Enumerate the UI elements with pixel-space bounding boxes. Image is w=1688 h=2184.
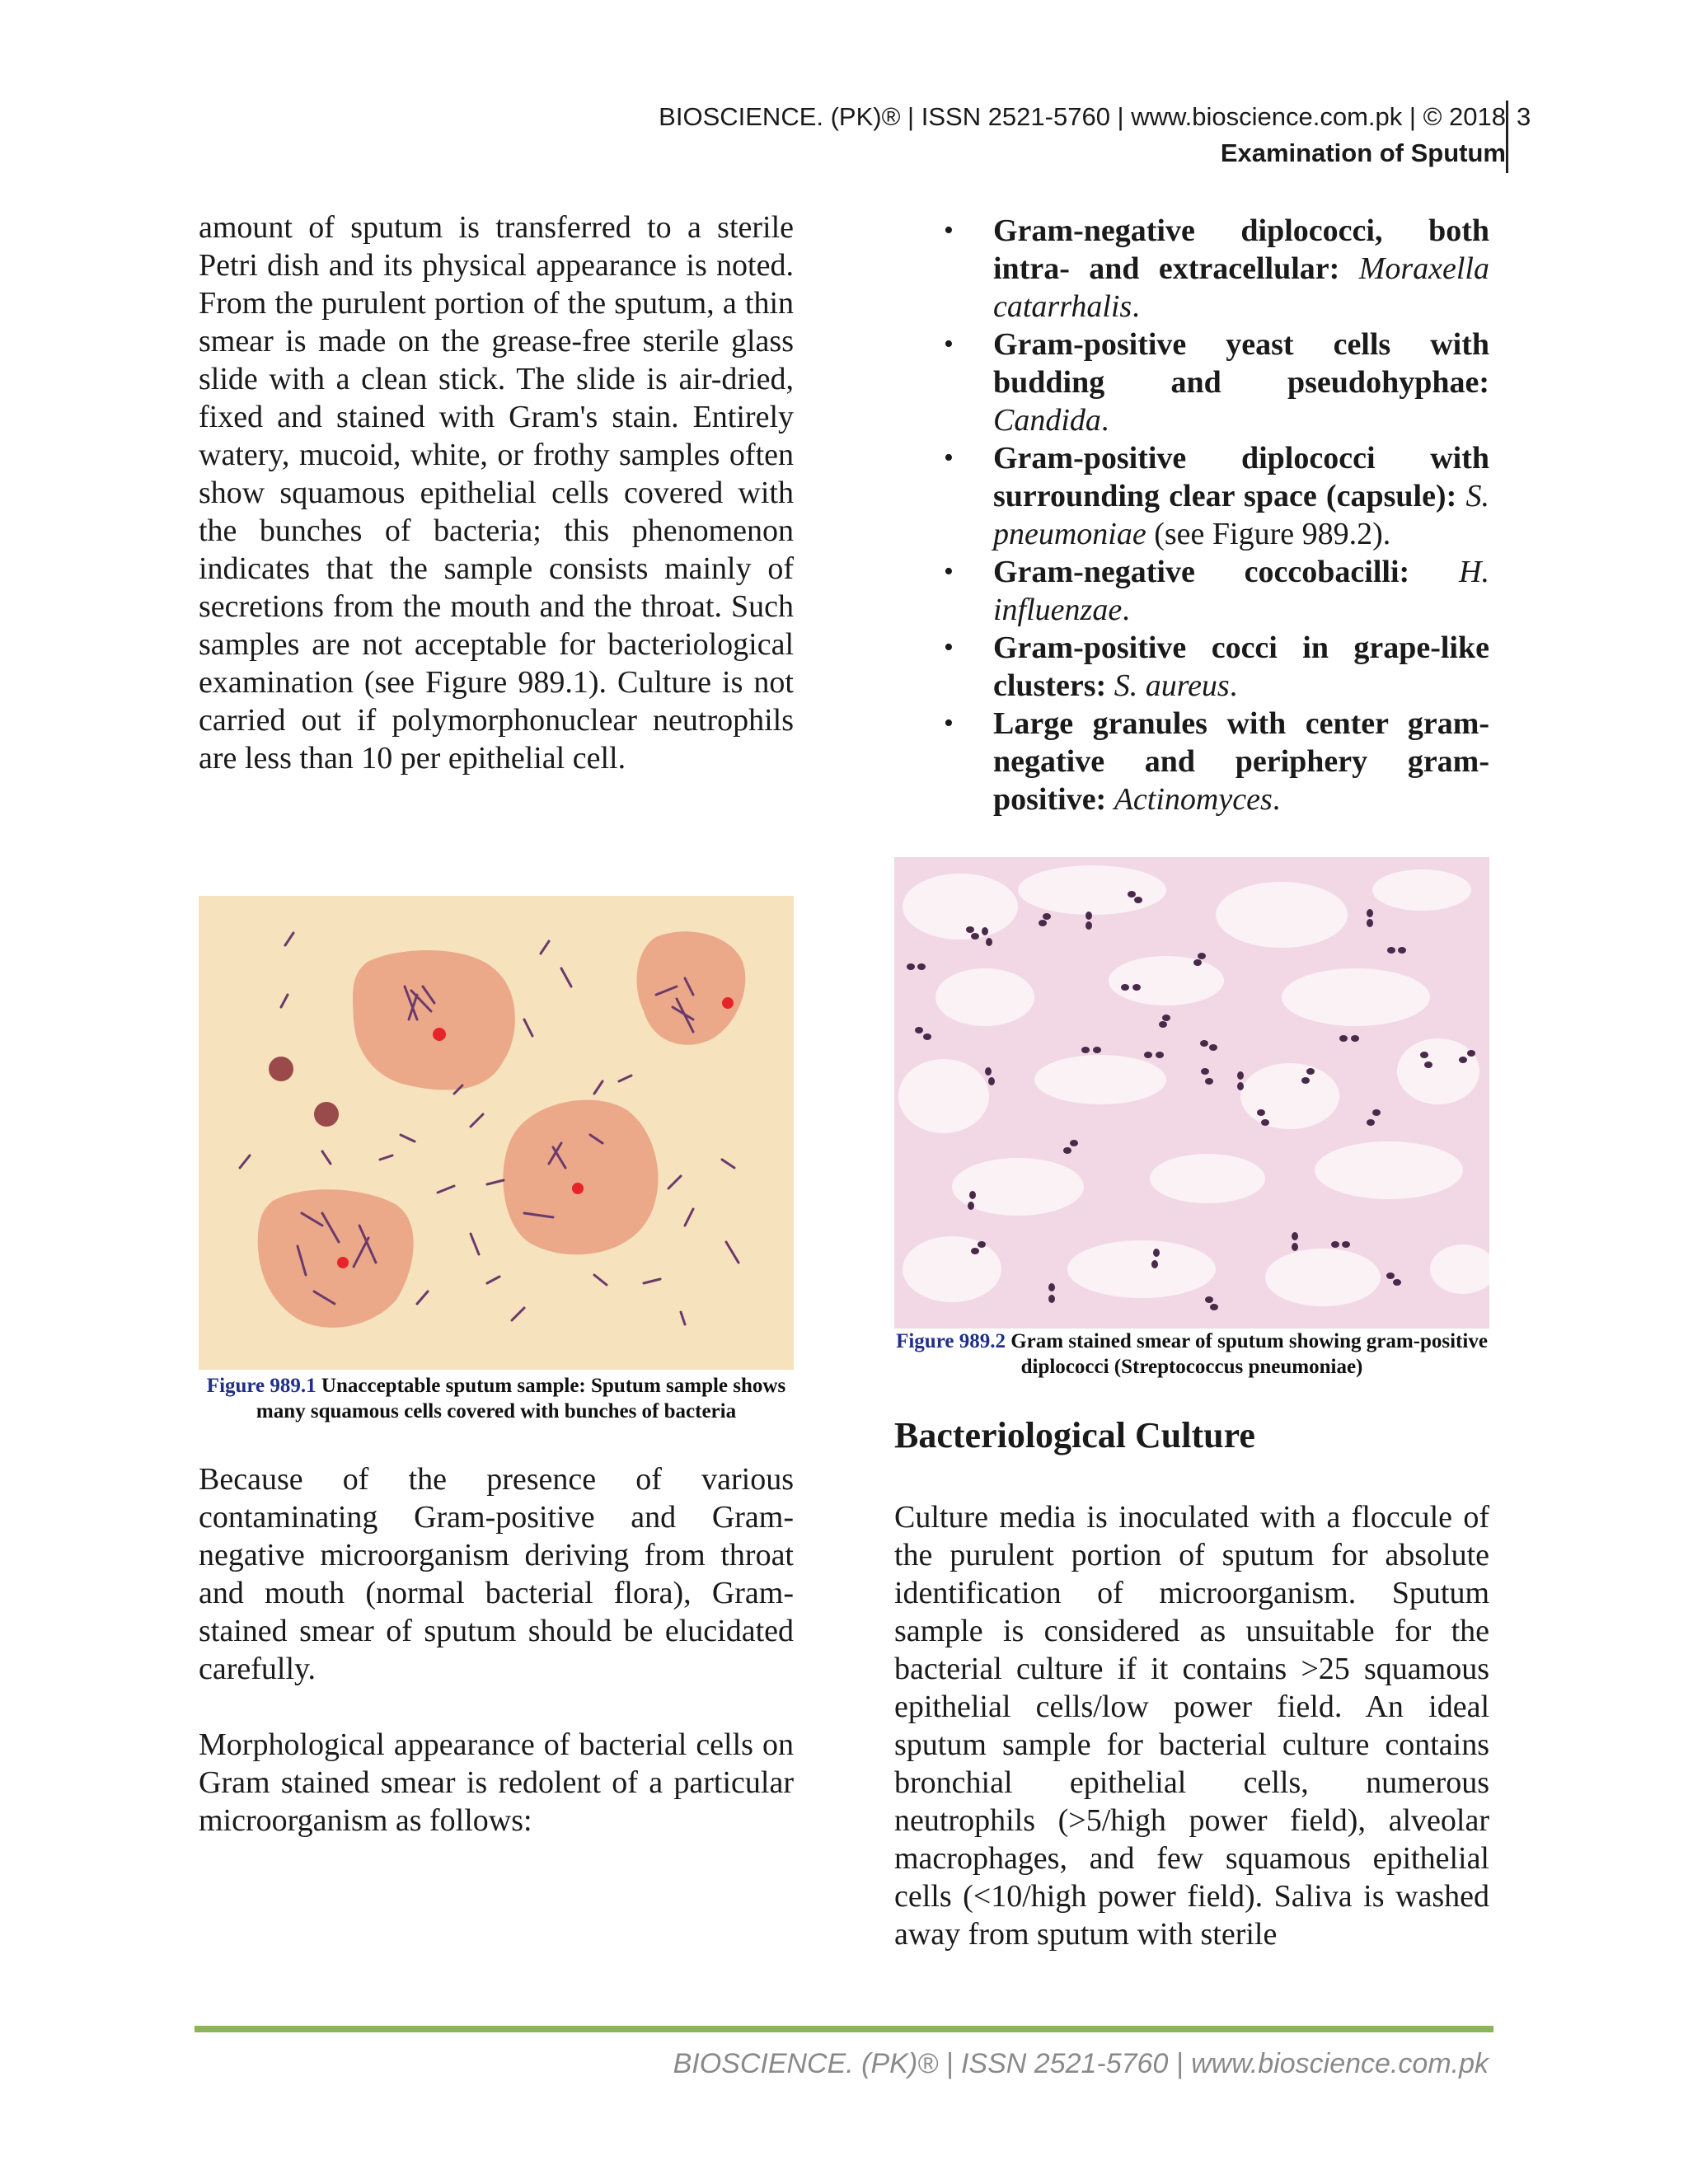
figure-label: Figure 989.2	[896, 1330, 1006, 1352]
organism-name: Moraxella catarrhalis	[993, 251, 1489, 324]
morphology-description: Gram-negative coccobacilli:	[993, 555, 1410, 589]
left-column-top	[199, 209, 794, 777]
footer-divider	[195, 2026, 1493, 2032]
bullet-icon: •	[944, 708, 954, 738]
morphology-description: Gram-positive cocci in grape-like clusters:	[993, 630, 1489, 703]
morphology-list	[894, 212, 1489, 818]
caption-text: Unacceptable sputum sample: Sputum sample shows many squamous cells covered with bunches of bacteria	[256, 1375, 786, 1422]
organism-name: S. aureus	[1114, 668, 1230, 703]
list-item	[894, 629, 1489, 705]
bullet-icon: •	[944, 215, 954, 246]
body-paragraph: Morphological appearance of bacterial cells on Gram stained smear is redolent of a particular microorganism as follows:	[199, 1727, 794, 1838]
item-suffix: .	[1100, 403, 1109, 438]
figure-label: Figure 989.1	[206, 1375, 316, 1397]
organism-name: Candida	[993, 403, 1101, 438]
organism-name: S. pneumoniae	[993, 479, 1489, 551]
organism-name: Actinomyces	[1114, 782, 1273, 817]
morphology-description: Large granules with center gram-negative and periphery gram-positive:	[993, 706, 1489, 817]
list-item	[894, 705, 1489, 818]
bullet-icon: •	[944, 443, 954, 473]
bullet-icon: •	[944, 556, 954, 587]
figure-989-2-caption	[894, 1329, 1489, 1380]
figure-989-1-caption	[199, 1373, 794, 1424]
running-footer: BIOSCIENCE. (PK)® | ISSN 2521-5760 | www.bioscience.com.pk	[673, 2048, 1489, 2079]
item-suffix: .	[1272, 782, 1281, 817]
section-heading: Bacteriological Culture	[894, 1415, 1255, 1455]
bullet-icon: •	[944, 329, 954, 359]
figure-989-1-image	[199, 896, 794, 1370]
right-column-top	[894, 212, 1489, 818]
right-column-bottom	[894, 1498, 1489, 1953]
list-item	[894, 553, 1489, 629]
morphology-description: Gram-positive yeast cells with budding and pseudohyphae:	[993, 327, 1489, 400]
morphology-description: Gram-positive diplococci with surrounding clear space (capsule):	[993, 441, 1489, 513]
list-item	[894, 212, 1489, 326]
running-header	[0, 99, 1506, 171]
article-short-title: Examination of Sputum	[1220, 138, 1506, 167]
sputum-smear-illustration	[199, 896, 794, 1370]
organism-name: H. influenzae	[993, 555, 1489, 627]
list-item	[894, 326, 1489, 439]
list-item	[894, 439, 1489, 553]
left-column-bottom	[199, 1460, 794, 1840]
body-paragraph: amount of sputum is transferred to a sterile Petri dish and its physical appearance is noted. From the purulent portion of the sputum, a thin smear is made on the grease-free sterile glass slide with a clean stick. The slide is air-dried, fixed and stained with Gram's stain. Entirely watery, mucoid, white, or frothy samples often show squamous epithelial cells covered with the bunches of bacteria; this phenomenon indicates that the sample consists mainly of secretions from the mouth and the throat. Such samples are not acceptable for bacteriological examination (see Figure 989.1). Culture is not carried out if polymorphonuclear neutrophils are less than 10 per epithelial cell.	[199, 210, 794, 776]
figure-989-2-image	[894, 857, 1489, 1329]
header-divider	[1506, 101, 1508, 173]
item-suffix: .	[1122, 593, 1130, 627]
bullet-icon: •	[944, 632, 954, 663]
journal-line: BIOSCIENCE. (PK)® | ISSN 2521-5760 | www.bioscience.com.pk | © 2018	[659, 102, 1506, 131]
gram-stain-micrograph	[894, 857, 1489, 1329]
item-suffix: (see Figure 989.2).	[1146, 517, 1391, 551]
item-suffix: .	[1229, 668, 1238, 703]
body-paragraph: Culture media is inoculated with a floccule of the purulent portion of sputum for absolute identification of microorganism. Sputum sample is considered as unsuitable for the bacterial culture if it contains >25 squamous epithelial cells/low power field. An ideal sputum sample for bacterial culture contains bronchial epithelial cells, numerous neutrophils (>5/high power field), alveolar macrophages, and few squamous epithelial cells (<10/high power field). Saliva is washed away from sputum with sterile	[894, 1500, 1489, 1952]
item-suffix: .	[1132, 289, 1140, 324]
body-paragraph: Because of the presence of various contaminating Gram-positive and Gram-negative microorganism deriving from throat and mouth (normal bacterial flora), Gram-stained smear of sputum should be elucidated carefully.	[199, 1462, 794, 1686]
page-number: 3	[1517, 102, 1531, 131]
morphology-description: Gram-negative diplococci, both intra- and extracellular:	[993, 213, 1489, 286]
caption-text: Gram stained smear of sputum showing gram-positive diplococci (Streptococcus pneumoniae)	[1005, 1330, 1488, 1378]
